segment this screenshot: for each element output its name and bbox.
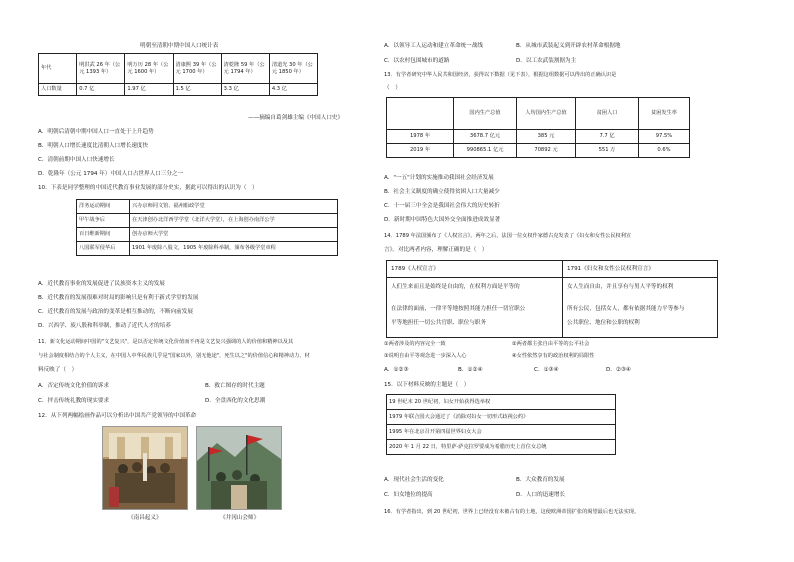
q14-note-1: ①两者涉及的内容完全一致 <box>384 341 446 347</box>
q14-option-a: A．①②③ <box>384 367 409 373</box>
q14-option-b: B．①②④ <box>458 367 483 373</box>
table-cell: 八国联军侵华后 <box>77 242 130 256</box>
q14-note-4: ④女性依然享有的政治权利的局限性 <box>512 353 595 359</box>
q13-option-d: D．新时期中国特色大国外交全面推进成效显著 <box>384 217 501 223</box>
table-cell: 1.5 亿 <box>173 84 221 96</box>
table-header-cell: 人均国内生产总值 <box>517 98 576 130</box>
q14-stem-line1: 14．1789 年法国颁布了《人权宣言》，两年之后，法国一位女权作家德古克发表了《妇女和女性公民权利宣 <box>384 233 632 239</box>
table-cell: 2020 年 1 月 22 日，特里萨·萨克拉罗要成为希腊历史上首位女总统 <box>387 440 616 455</box>
q14-stem-line2: 言》。对比两者内容，理解正确的是（ ） <box>384 247 488 253</box>
q10-option-b: B．近代教育的发展很难对时局的影响只是有利于新式学堂的发展 <box>38 295 199 301</box>
q9-option-d: D．乾隆年（公元 1794 年）中国人口占世界人口三分之一 <box>38 171 184 177</box>
q9-option-c: C．清朝前期中国人口快速增长 <box>38 157 115 163</box>
q15-stem: 15．以下材料反映的主题是（ ） <box>384 382 470 388</box>
q15-option-b: B．大众教育的发展 <box>516 477 565 483</box>
q13-option-c: C．十一届三中全会是我国社会伟大的历史转折 <box>384 203 500 209</box>
table-cell: 创办京师大学堂 <box>130 228 338 242</box>
right-column <box>380 0 794 562</box>
q13-stem-line1: 13．有学者研究中华人民共和国经济，获得以下数据（见下表），根据这组数据可以得出的正确认识是 <box>384 72 617 78</box>
table-cell: 551 万 <box>576 144 639 158</box>
q15-option-a: A．现代社会生活的变化 <box>384 477 444 483</box>
q14-note-3: ③说明自由平等观念进一步深入人心 <box>384 353 467 359</box>
q10-option-d: D．兴西学、废八股和科举制，推动了近代人才的培养 <box>38 323 171 329</box>
table-header-cell: 贫困发生率 <box>639 98 690 130</box>
q13-option-b: B．社会主义制度的确立使得贫困人口大量减少 <box>384 189 500 195</box>
table-cell: 990865.1 亿元 <box>454 144 517 158</box>
table-cell: 97.5% <box>639 130 690 144</box>
table-cell: 3.3 亿 <box>221 84 269 96</box>
table-cell: 70892 元 <box>517 144 576 158</box>
table-header-cell: 年代 <box>39 54 77 84</box>
q14-option-c: C．①③④ <box>534 367 559 373</box>
table-row-label: 人口数量 <box>39 84 77 96</box>
q14-note-2: ②两者都主张自由平等的公平社会 <box>512 341 590 347</box>
population-table-title: 明朝至清朝中期中国人口统计表 <box>140 43 219 49</box>
economy-table <box>386 97 690 158</box>
table-cell: 1979 年联合国大会通过了《消除对妇女一切形式歧视公约》 <box>387 410 616 425</box>
table-header-cell: 国内生产总值 <box>454 98 517 130</box>
left-column <box>0 0 380 562</box>
q15-option-d: D．人口的迅速增长 <box>516 492 566 498</box>
education-table <box>76 199 338 256</box>
q14-option-d: D．②③④ <box>606 367 631 373</box>
women-events-table <box>386 394 616 455</box>
table-cell: 0.6% <box>639 144 690 158</box>
q12-option-b: B．从城市武装起义到开辟农村革命根据地 <box>516 43 621 49</box>
table-cell: 1978 年 <box>387 130 454 144</box>
comparison-left-1: 人们生来而且是始终是自由的，在权利方面是平等的 <box>391 284 520 290</box>
q10-stem: 10．下表是同学整理的中国近代教育事业发展的部分史实，据此可以得出的认识为（ ） <box>38 185 258 191</box>
table-source: ——摘编自葛剑雄主编《中国人口史》 <box>248 115 344 121</box>
table-cell: 1995 年在北京召开第四届世界妇女大会 <box>387 425 616 440</box>
table-header-cell <box>387 98 454 130</box>
q12-stem: 12．从下列两幅绘画作品可以分析出中国共产党领导的中国革命 <box>38 413 197 419</box>
q11-stem-line2: 与社会制度相结合的个人主义，在中国人中华民族几乎是"国家以外，别无他途"，死生以之"的价值信心和精神动力，材 <box>38 353 310 359</box>
table-cell: 7.7 亿 <box>576 130 639 144</box>
comparison-right-2a: 所有公民，包括女人，都有依据其能力平等参与 <box>567 306 685 312</box>
comparison-left-title: 1789《人权宣言》 <box>391 266 439 272</box>
q13-option-a: A．"一五"计划的实施推动我国社会经济发展 <box>384 175 494 181</box>
q11-stem-line3: 料反映了（ ） <box>38 367 78 373</box>
table-header-cell: 贫困人口 <box>576 98 639 130</box>
painting-illustration-icon <box>197 427 281 509</box>
q12-option-a: A．以领导工人运动和建立革命统一战线 <box>384 43 483 49</box>
painting-caption-left: 《南昌起义》 <box>128 515 162 521</box>
table-cell: 2019 年 <box>387 144 454 158</box>
q10-option-c: C．近代教育的发展与政治的变革是相互推动的，不断向前发展 <box>38 309 193 315</box>
table-cell: 385 元 <box>517 130 576 144</box>
table-cell: 在天津创办北洋西学学堂（北洋大学堂），在上海创办南洋公学 <box>130 214 338 228</box>
nanchang-uprising-painting <box>102 426 188 510</box>
table-header-cell: 明万历 28 年（公元 1600 年） <box>125 54 173 84</box>
painting-illustration-icon <box>103 427 187 509</box>
comparison-left-2b: 平等地担任一切公共官职、职位与职务 <box>391 320 487 326</box>
table-cell: 1901 年废除八股文，1905 年废除科举制，颁布各级学堂章程 <box>130 242 338 256</box>
comparison-table <box>386 260 718 338</box>
table-header-cell: 清道光 30 年（公元 1850 年） <box>269 54 317 84</box>
q13-stem-line2: （ ） <box>384 85 401 91</box>
painting-caption-right: 《井冈山会师》 <box>220 515 260 521</box>
table-cell: 0.7 亿 <box>77 84 125 96</box>
q11-option-b: B．救亡图存的时代主题 <box>205 383 265 389</box>
comparison-right-1: 女人生而自由，并且享有与男人平等的权利 <box>567 284 674 290</box>
table-header-cell: 清康熙 39 年（公元 1700 年） <box>173 54 221 84</box>
table-header-cell: 明洪武 26 年（公元 1393 年） <box>77 54 125 84</box>
comparison-left-2a: 在法律的面前，一律平等地按照其能力担任一切官职公 <box>391 306 526 312</box>
comparison-right-2b: 公共职位、地位和公职的权利 <box>567 320 640 326</box>
table-cell: 3678.7 亿元 <box>454 130 517 144</box>
table-cell: 百日维新期间 <box>77 228 130 242</box>
table-cell: 洋务运动期间 <box>77 200 130 214</box>
comparison-right-title: 1791《妇女和女性公民权利宣言》 <box>567 266 654 272</box>
table-cell: 甲午战争后 <box>77 214 130 228</box>
q12-option-c: C．以农村包围城市的道路 <box>384 58 450 64</box>
q15-option-c: C．妇女地位的提高 <box>384 492 433 498</box>
q9-option-b: B．明朝人口增长速度比清朝人口增长速度快 <box>38 143 149 149</box>
population-table <box>38 53 318 96</box>
q16-stem: 16．有学者指出，到 20 世纪初，世界上已经没有未被占有的土地，这使欧洲帝国扩张的渴望最后也无法实现。 <box>384 509 640 515</box>
q11-option-c: C．抨击传统礼教的现实要求 <box>38 398 110 404</box>
q9-option-a: A．明朝后清朝中期中国人口一直处于上升趋势 <box>38 129 154 135</box>
q10-option-a: A．近代教育事业的发展促进了民族资本主义的发展 <box>38 281 165 287</box>
q11-stem-line1: 11．新文化运动期间中国的"文艺复兴"，是以否定传统文化价值而不再是文艺复兴强调的人的价值和精神以及其 <box>38 339 294 345</box>
q11-option-d: D．全盘西化的文化思潮 <box>205 398 266 404</box>
table-cell: 19 世纪末 20 世纪初，妇女开始获得选举权 <box>387 395 616 410</box>
jinggangshan-meeting-painting <box>196 426 282 510</box>
table-header-cell: 清乾隆 59 年（公元 1794 年） <box>221 54 269 84</box>
table-cell: 兴办京师同文馆、福州船政学堂 <box>130 200 338 214</box>
q12-option-d: D．以工农武装割据为主 <box>516 58 577 64</box>
table-cell: 1.97 亿 <box>125 84 173 96</box>
table-cell: 4.3 亿 <box>269 84 317 96</box>
q11-option-a: A．否定传统文化价值的诉求 <box>38 383 109 389</box>
